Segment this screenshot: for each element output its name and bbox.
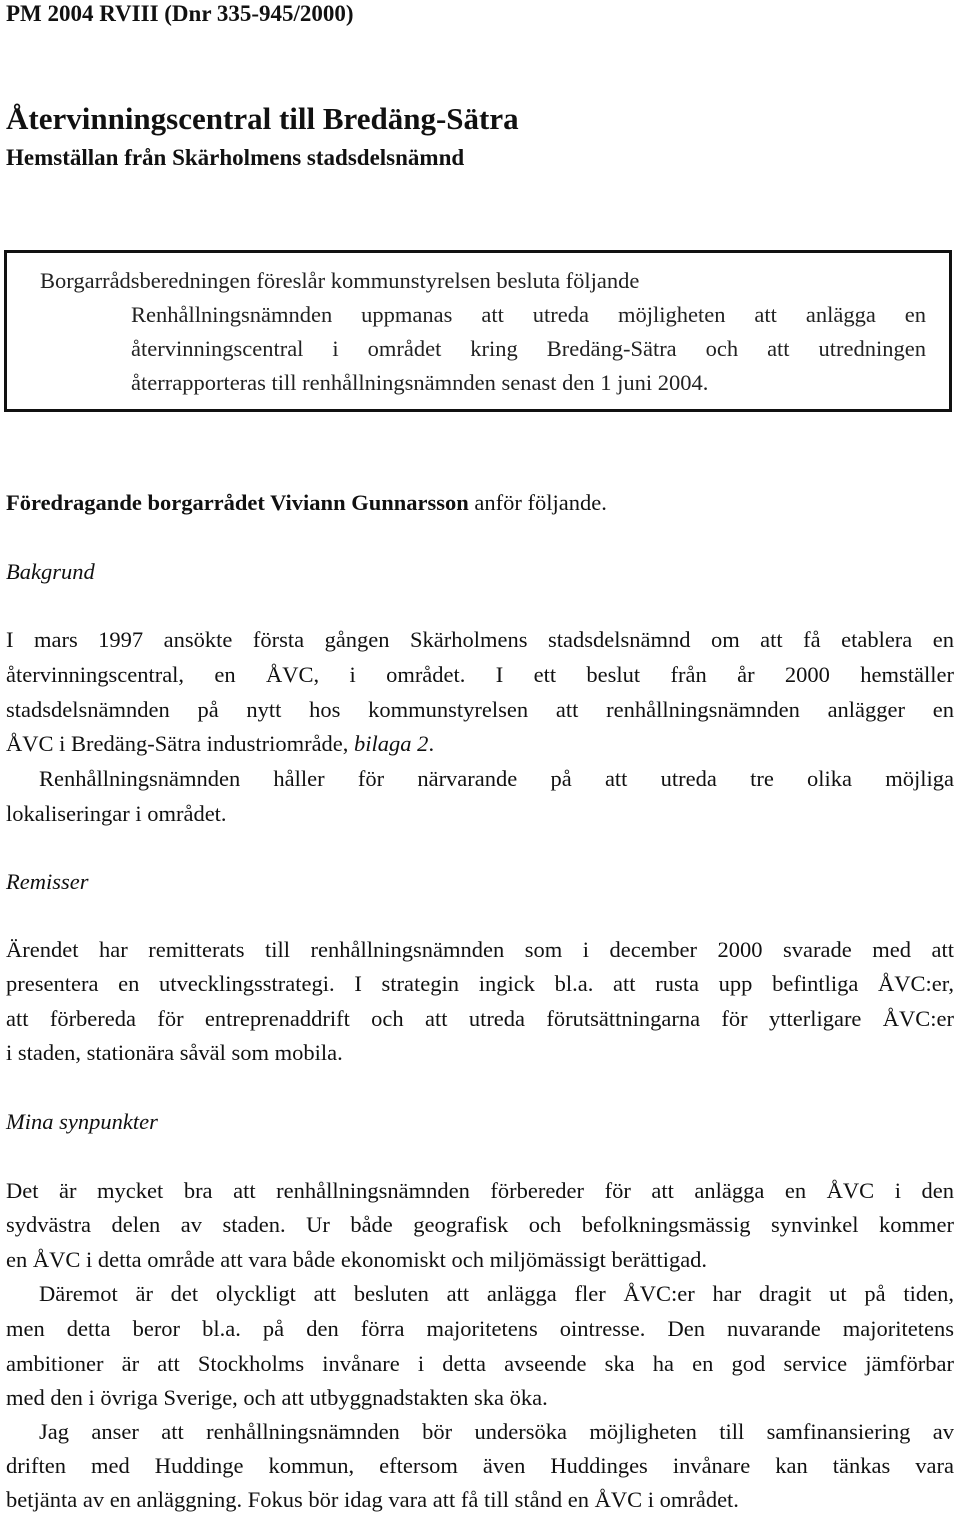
paragraph-line: men detta beror bl.a. på den förra majoritetens ointresse. Den nuvarande majoritetens: [6, 1316, 954, 1341]
paragraph-line: Det är mycket bra att renhållningsnämnden förbereder för att anlägga en ÅVC i den: [6, 1178, 954, 1203]
line-end: .: [428, 731, 435, 756]
paragraph-line: lokaliseringar i området.: [6, 801, 227, 826]
line-text: ÅVC i Bredäng-Sätra industriområde,: [6, 731, 355, 756]
paragraph-line: driften med Huddinge kommun, eftersom även Huddinges invånare kan tänkas vara: [6, 1453, 954, 1478]
paragraph-line: med den i övriga Sverige, och att utbyggnadstakten ska öka.: [6, 1385, 548, 1410]
paragraph-line: ambitioner är att Stockholms invånare i detta avseende ska ha en god service jämförbar: [6, 1351, 954, 1376]
paragraph-line: stadsdelsnämnden på nytt hos kommunstyrelsen att renhållningsnämnden anlägger en: [6, 697, 954, 722]
paragraph-line: Ärendet har remitterats till renhållningsnämnden som i december 2000 svarade med att: [6, 937, 954, 962]
proposal-line: återvinningscentral i området kring Bredäng-Sätra och att utredningen: [131, 336, 926, 361]
paragraph-line: presentera en utvecklingsstrategi. I strategin ingick bl.a. att rusta upp befintliga ÅVC:er,: [6, 971, 954, 996]
paragraph-line: sydvästra delen av staden. Ur både geografisk och befolkningsmässig synvinkel kommer: [6, 1212, 954, 1237]
rapporteur-line: [6, 488, 607, 518]
paragraph-line: Jag anser att renhållningsnämnden bör undersöka möjligheten till samfinansiering av: [39, 1419, 954, 1444]
paragraph-line: återvinningscentral, en ÅVC, i området. I ett beslut från år 2000 hemställer: [6, 662, 954, 687]
proposal-intro: Borgarrådsberedningen föreslår kommunstyrelsen besluta följande: [40, 268, 640, 293]
rapporteur-name: Föredragande borgarrådet Viviann Gunnarsson: [6, 490, 469, 515]
paragraph-line: Renhållningsnämnden håller för närvarande på att utreda tre olika möjliga: [39, 766, 954, 791]
proposal-line: Renhållningsnämnden uppmanas att utreda möjligheten att anlägga en: [131, 302, 926, 327]
section-heading-synpunkter: Mina synpunkter: [6, 1109, 158, 1134]
paragraph-line: att förbereda för entreprenaddrift och att utreda förutsättningarna för ytterligare ÅVC:er: [6, 1006, 954, 1031]
paragraph-line: Däremot är det olyckligt att besluten att anlägga fler ÅVC:er har dragit ut på tiden,: [39, 1281, 954, 1306]
proposal-box: [4, 250, 952, 412]
section-heading-bakgrund: Bakgrund: [6, 559, 95, 584]
paragraph-line: I mars 1997 ansökte första gången Skärholmens stadsdelsnämnd om att få etablera en: [6, 627, 954, 652]
proposal-line: återrapporteras till renhållningsnämnden senast den 1 juni 2004.: [131, 370, 709, 395]
section-heading-remisser: Remisser: [6, 869, 89, 894]
document-subtitle: Hemställan från Skärholmens stadsdelsnämnd: [6, 145, 465, 170]
rapporteur-suffix: anför följande.: [468, 490, 607, 515]
paragraph-line: i staden, stationära såväl som mobila.: [6, 1040, 343, 1065]
document-title: Återvinningscentral till Bredäng-Sätra: [6, 101, 519, 136]
document-reference: PM 2004 RVIII (Dnr 335-945/2000): [6, 1, 354, 26]
paragraph-line: [6, 729, 954, 759]
paragraph-line: en ÅVC i detta område att vara både ekonomiskt och miljömässigt berättigad.: [6, 1247, 708, 1272]
paragraph-line: betjänta av en anläggning. Fokus bör idag vara att få till stånd en ÅVC i området.: [6, 1487, 739, 1512]
attachment-reference: bilaga 2: [354, 731, 429, 756]
